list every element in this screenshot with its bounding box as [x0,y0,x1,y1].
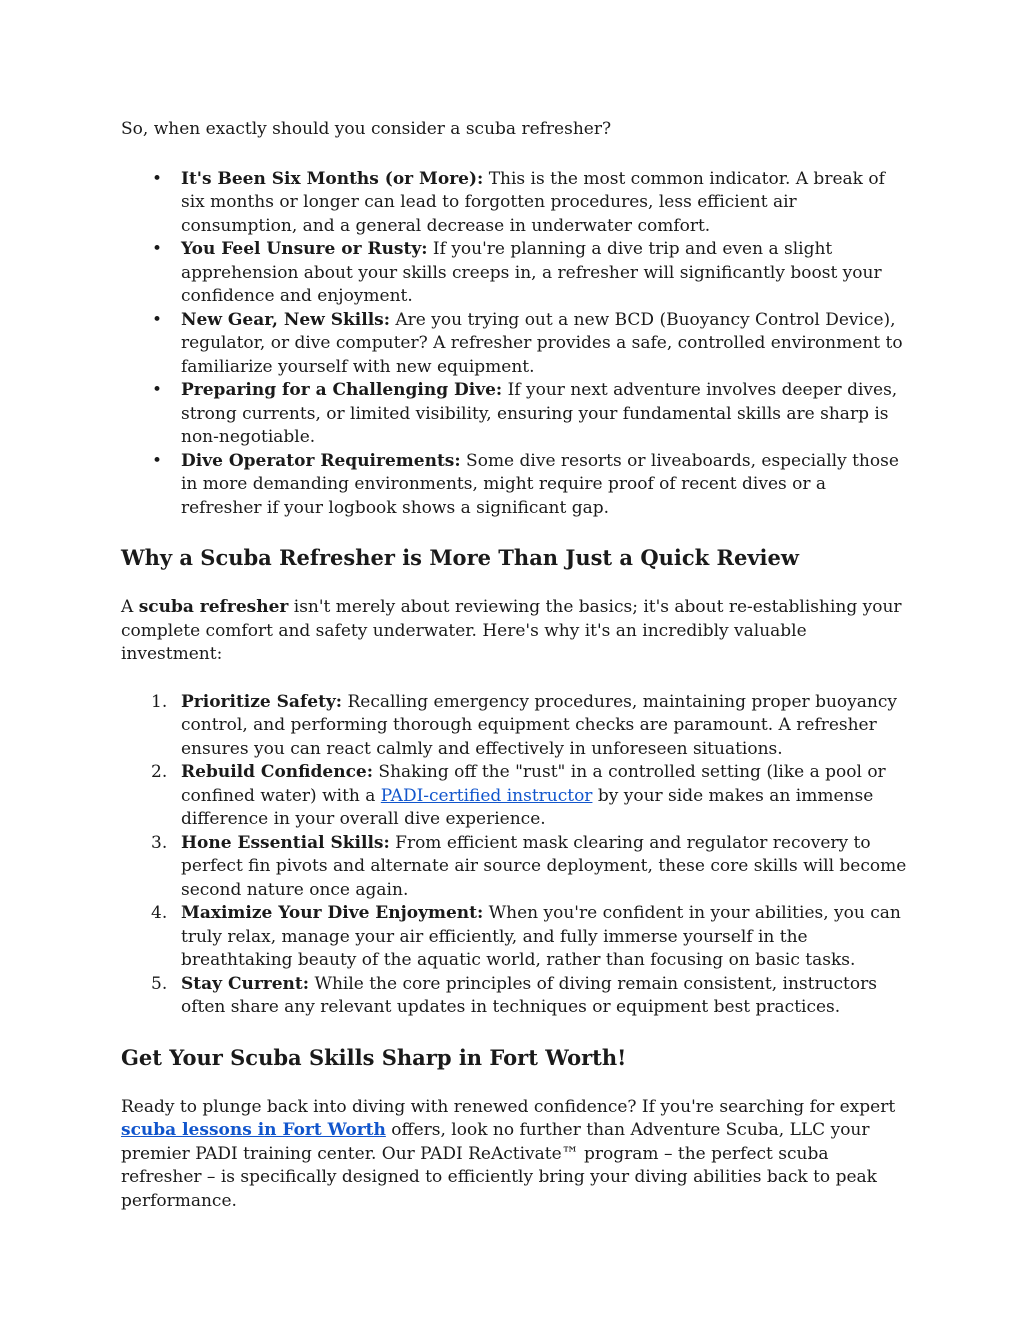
list-item-text: Are you trying out a new BCD (Buoyancy Control Device), regulator, or dive computer? A refresher provides a safe, controlled environment to familiarize yourself with new equipment. [181,309,903,377]
list-item-text: If you're planning a dive trip and even a slight apprehension about your skills creeps in, a refresher will significantly boost your confidence and enjoyment. [181,239,882,306]
list-item-lead: New Gear, New Skills: [181,309,390,330]
list-item [121,238,911,309]
numbered-item-lead: Stay Current: [181,973,310,994]
numbered-item [121,832,911,903]
numbered-item [121,761,911,832]
bullet-icon: • [151,380,163,400]
list-item-lead: Dive Operator Requirements: [181,450,461,471]
benefits-list [121,691,911,1020]
numbered-item-lead: Maximize Your Dive Enjoyment: [181,903,484,923]
list-item [121,168,911,239]
numbered-item [121,902,911,973]
intro-paragraph: So, when exactly should you consider a scuba refresher? [121,119,612,139]
bullet-icon: • [151,309,163,330]
list-item-text: If your next adventure involves deeper dives, strong currents, or limited visibility, ensuring your fundamental skills are sharp is non-negotiable. [181,380,898,447]
paragraph-text: A [121,597,139,617]
list-item [121,379,911,450]
numbered-item-text: Shaking off the "rust" in a controlled setting (like a pool or confined water) with a [181,762,886,806]
list-item [121,309,911,380]
numbered-item-text: From efficient mask clearing and regulator recovery to perfect fin pivots and alternate air source deployment, these core skills will become second nature once again. [181,832,907,900]
numbered-item-text: While the core principles of diving remain consistent, instructors often share any relevant updates in techniques or equipment best practices. [181,973,877,1017]
list-item [121,450,911,521]
refresher-indicators-list [121,168,911,521]
numbered-item-lead: Rebuild Confidence: [181,762,374,782]
bullet-icon: • [151,239,163,259]
section-heading-why-refresher: Why a Scuba Refresher is More Than Just a Quick Review [121,545,799,570]
paragraph-text: offers, look no further than Adventure Scuba, LLC your premier PADI training center. Our PADI ReActivate™ program – the perfect scuba refresher – is specifically designed to efficiently bring your diving abilities back to peak performance. [121,1120,877,1211]
item-number: 1. [151,691,168,712]
list-item-lead: It's Been Six Months (or More): [181,168,484,189]
scuba-lessons-link[interactable]: scuba lessons in Fort Worth [121,1120,386,1140]
bullet-icon: • [151,168,163,189]
why-refresher-paragraph [121,596,911,667]
numbered-item-text: Recalling emergency procedures, maintaining proper buoyancy control, and performing thorough equipment checks are paramount. A refresher ensures you can react calmly and effectively in unforeseen situations. [181,691,897,759]
fort-worth-paragraph [121,1096,911,1214]
numbered-item-text: by your side makes an immense difference in your overall dive experience. [181,785,874,829]
item-number: 2. [151,762,168,782]
numbered-item-lead: Prioritize Safety: [181,691,343,712]
numbered-item-lead: Hone Essential Skills: [181,832,390,853]
section-heading-fort-worth: Get Your Scuba Skills Sharp in Fort Worth! [121,1044,627,1070]
document-page [121,118,911,1237]
item-number: 5. [151,973,168,994]
paragraph-bold-term: scuba refresher [138,597,289,617]
item-number: 3. [151,832,168,853]
bullet-icon: • [151,450,163,471]
paragraph-text: Ready to plunge back into diving with renewed confidence? If you're searching for expert [121,1096,896,1117]
list-item-text: This is the most common indicator. A break of six months or longer can lead to forgotten procedures, less efficient air consumption, and a general decrease in underwater comfort. [181,168,885,236]
paragraph-text: isn't merely about reviewing the basics; it's about re-establishing your complete comfort and safety underwater. Here's why it's an incredibly valuable investment: [121,597,902,664]
numbered-item-text: When you're confident in your abilities, you can truly relax, manage your air efficiently, and fully immerse yourself in the breathtaking beauty of the aquatic world, rather than focusing on basic tasks. [181,903,901,970]
list-item-lead: Preparing for a Challenging Dive: [181,380,503,400]
numbered-item [121,973,911,1020]
list-item-text: Some dive resorts or liveaboards, especially those in more demanding environments, might require proof of recent dives or a refresher if your logbook shows a significant gap. [181,450,899,518]
numbered-item [121,691,911,762]
list-item-lead: You Feel Unsure or Rusty: [181,239,428,259]
item-number: 4. [151,903,168,923]
padi-instructor-link[interactable]: PADI-certified instructor [380,785,593,806]
